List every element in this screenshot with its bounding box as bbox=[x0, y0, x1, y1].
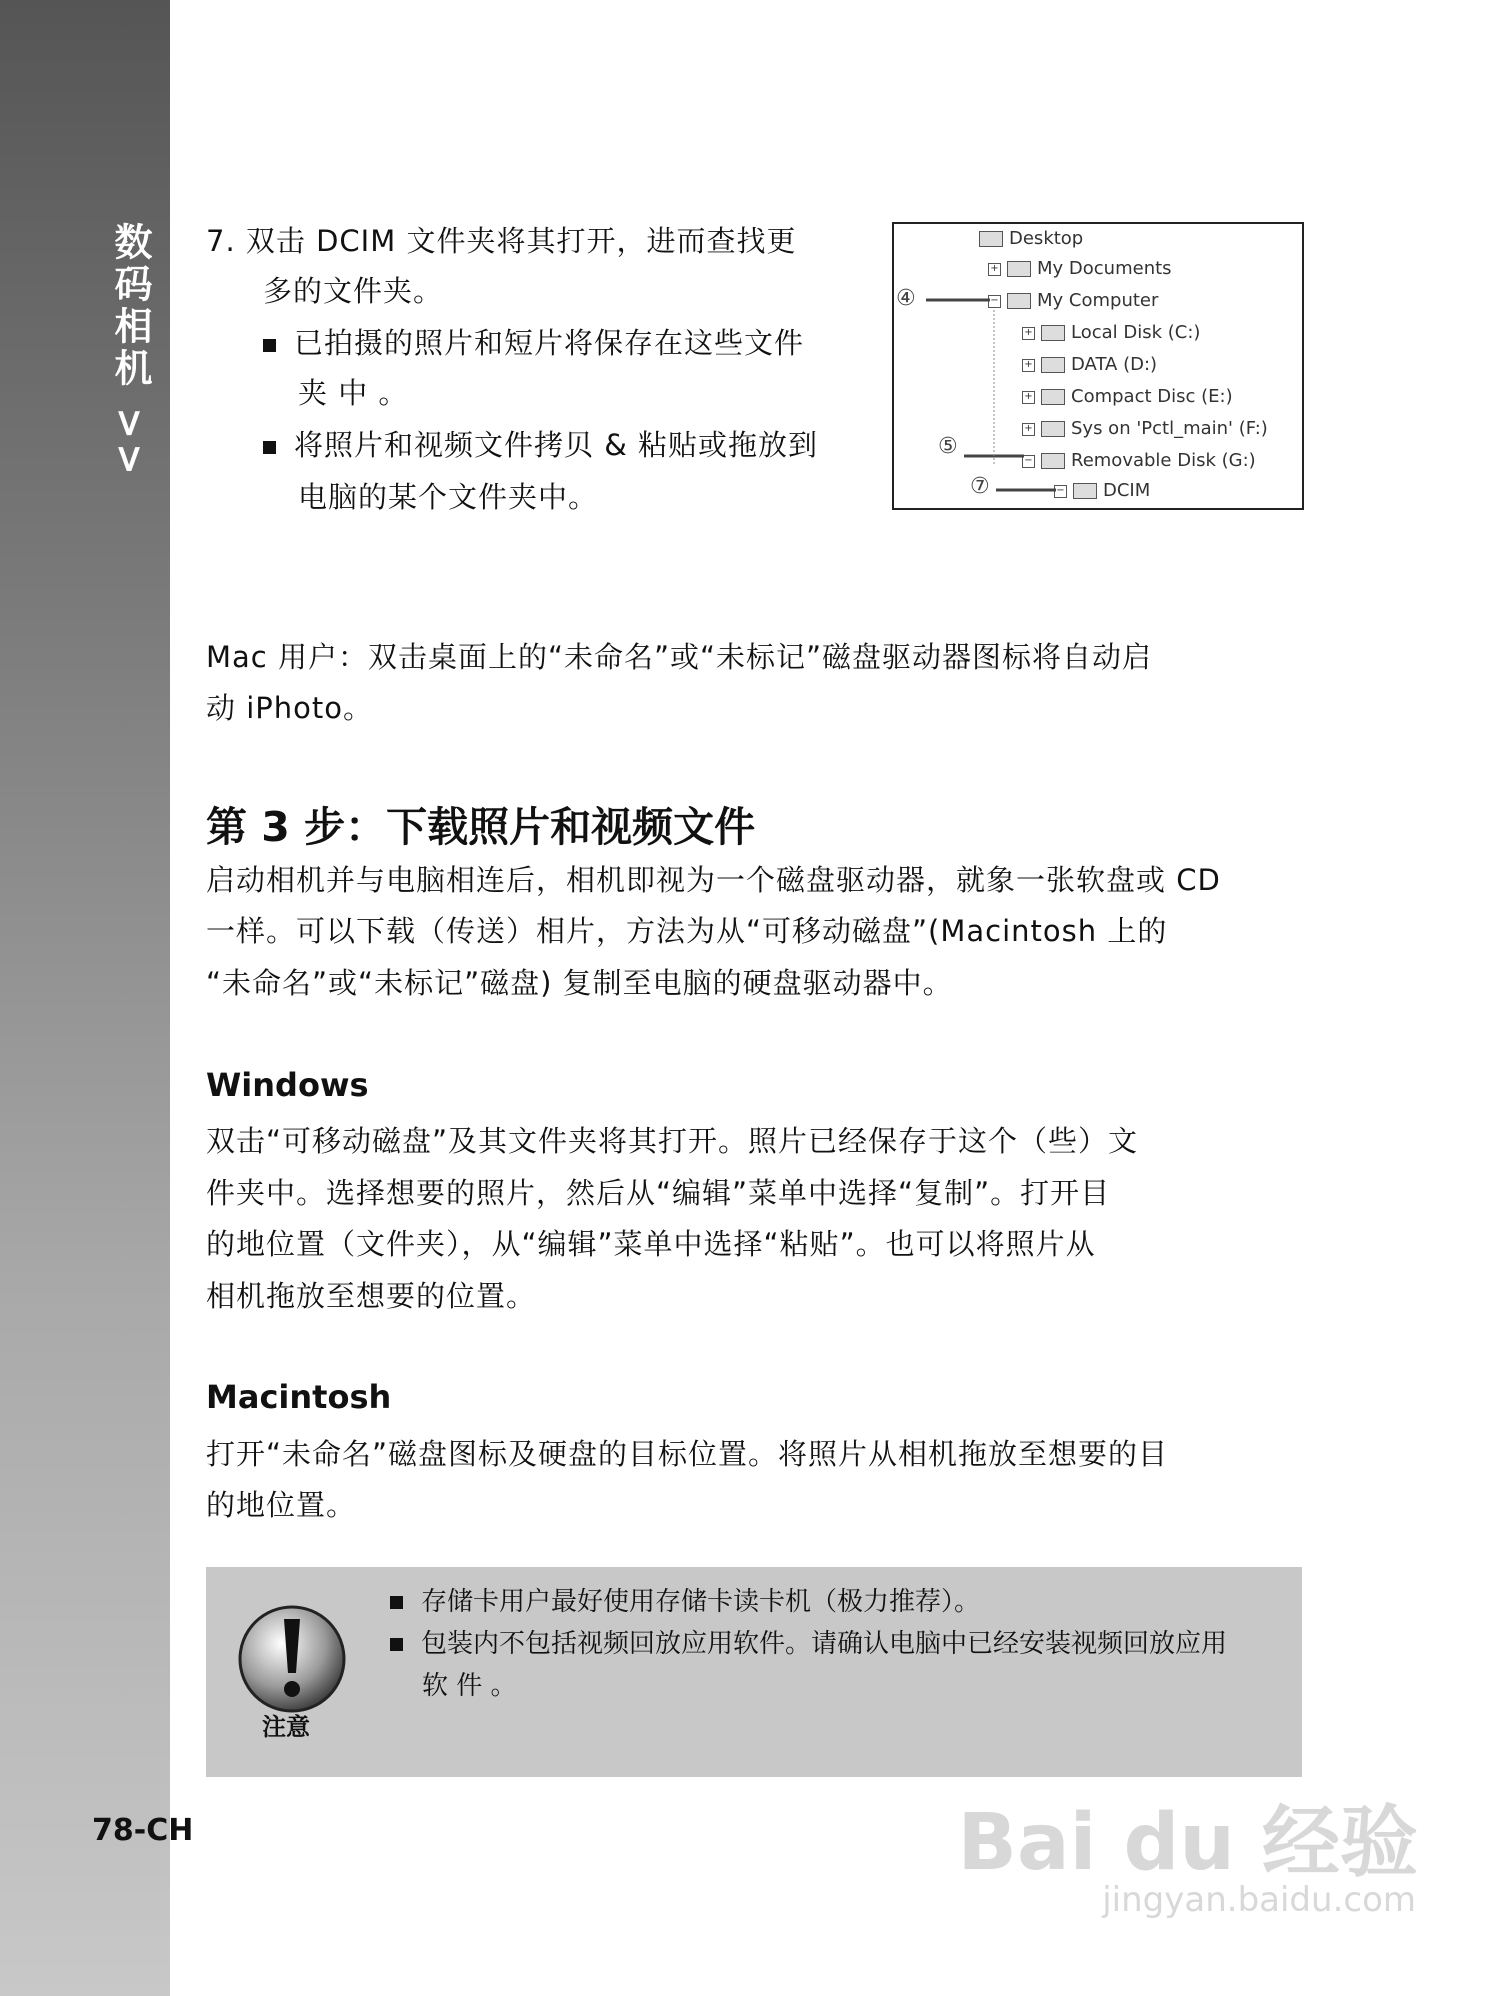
callout-7: ⑦ bbox=[970, 474, 990, 499]
mac-para-line1: Mac 用户：双击桌面上的“未命名”或“未标记”磁盘驱动器图标将自动启 bbox=[206, 640, 1153, 674]
callout-5: ⑤ bbox=[938, 434, 958, 459]
step7-bullet2-cont: 电脑的某个文件夹中。 bbox=[298, 480, 599, 514]
windows-heading: Windows bbox=[206, 1066, 369, 1104]
expand-icon: + bbox=[1022, 359, 1035, 372]
tree-item-data: + DATA (D:) bbox=[1022, 354, 1157, 375]
step3-line3: “未命名”或“未标记”磁盘) 复制至电脑的硬盘驱动器中。 bbox=[206, 966, 953, 1000]
tree-item-my-documents: + My Documents bbox=[988, 258, 1172, 279]
bullet1-line1: 已拍摄的照片和短片将保存在这些文件 bbox=[294, 326, 805, 360]
chapter-title: 数码相机 >> bbox=[108, 222, 152, 479]
bullet-icon bbox=[390, 1638, 403, 1651]
sidebar-band bbox=[0, 0, 170, 1996]
windows-line1: 双击“可移动磁盘”及其文件夹将其打开。照片已经保存于这个（些）文 bbox=[206, 1124, 1139, 1158]
note-bullet2-cont: 软 件 。 bbox=[422, 1671, 517, 1701]
expand-icon: + bbox=[1022, 423, 1035, 436]
bullet-icon bbox=[390, 1596, 403, 1609]
macintosh-line2: 的地位置。 bbox=[206, 1488, 357, 1522]
step7-bullet2 bbox=[263, 420, 818, 470]
tree-item-compact-disc: + Compact Disc (E:) bbox=[1022, 386, 1233, 407]
windows-line2: 件夹中。选择想要的照片，然后从“编辑”菜单中选择“复制”。打开目 bbox=[206, 1176, 1111, 1210]
tree-item-removable-disk: − Removable Disk (G:) bbox=[1022, 450, 1256, 471]
tree-item-local-disk: + Local Disk (C:) bbox=[1022, 322, 1200, 343]
windows-line3: 的地位置（文件夹），从“编辑”菜单中选择“粘贴”。也可以将照片从 bbox=[206, 1227, 1096, 1261]
tree-item-my-computer: − My Computer bbox=[988, 290, 1158, 311]
baidu-watermark-url: jingyan.baidu.com bbox=[1102, 1880, 1416, 1920]
step7-line2: 多的文件夹。 bbox=[263, 274, 444, 308]
bullet-icon bbox=[263, 441, 276, 454]
step7-bullet1-cont: 夹 中 。 bbox=[298, 376, 409, 410]
macintosh-line1: 打开“未命名”磁盘图标及硬盘的目标位置。将照片从相机拖放至想要的目 bbox=[206, 1437, 1169, 1471]
callout-4: ④ bbox=[896, 286, 916, 311]
explorer-tree-screenshot bbox=[892, 222, 1304, 510]
baidu-watermark: Bai du 经验 bbox=[957, 1798, 1418, 1888]
bullet2-line1: 将照片和视频文件拷贝 & 粘贴或拖放到 bbox=[294, 428, 819, 462]
mac-para-line2: 动 iPhoto。 bbox=[206, 691, 373, 725]
warning-icon bbox=[236, 1603, 348, 1715]
note-bullet1: 存储卡用户最好使用存储卡读卡机（极力推荐）。 bbox=[390, 1581, 980, 1623]
step7-line1: 7. 双击 DCIM 文件夹将其打开，进而查找更 bbox=[206, 224, 797, 258]
collapse-icon: − bbox=[1022, 455, 1035, 468]
tree-item-network-drive: + Sys on 'Pctl_main' (F:) bbox=[1022, 418, 1268, 439]
note-box bbox=[206, 1567, 1302, 1777]
step7-bullet1 bbox=[263, 318, 804, 368]
note-label: 注意 bbox=[262, 1713, 310, 1741]
windows-line4: 相机拖放至想要的位置。 bbox=[206, 1279, 537, 1313]
collapse-icon: − bbox=[988, 295, 1001, 308]
tree-item-dcim: − DCIM bbox=[1054, 480, 1150, 501]
bullet-icon bbox=[263, 339, 276, 352]
note-bullet2: 包装内不包括视频回放应用软件。请确认电脑中已经安装视频回放应用 bbox=[390, 1623, 1227, 1665]
step3-line2: 一样。可以下载（传送）相片，方法为从“可移动磁盘”(Macintosh 上的 bbox=[206, 914, 1168, 948]
expand-icon: + bbox=[988, 263, 1001, 276]
tree-item-desktop: Desktop bbox=[979, 228, 1083, 249]
step3-line1: 启动相机并与电脑相连后，相机即视为一个磁盘驱动器，就象一张软盘或 CD bbox=[206, 863, 1221, 897]
expand-icon: + bbox=[1022, 327, 1035, 340]
page-number: 78-CH bbox=[92, 1813, 194, 1848]
macintosh-heading: Macintosh bbox=[206, 1378, 392, 1416]
expand-icon: + bbox=[1022, 391, 1035, 404]
collapse-icon: − bbox=[1054, 485, 1067, 498]
step3-heading: 第 3 步：下载照片和视频文件 bbox=[206, 803, 756, 851]
callout-leader-lines bbox=[894, 224, 1302, 508]
